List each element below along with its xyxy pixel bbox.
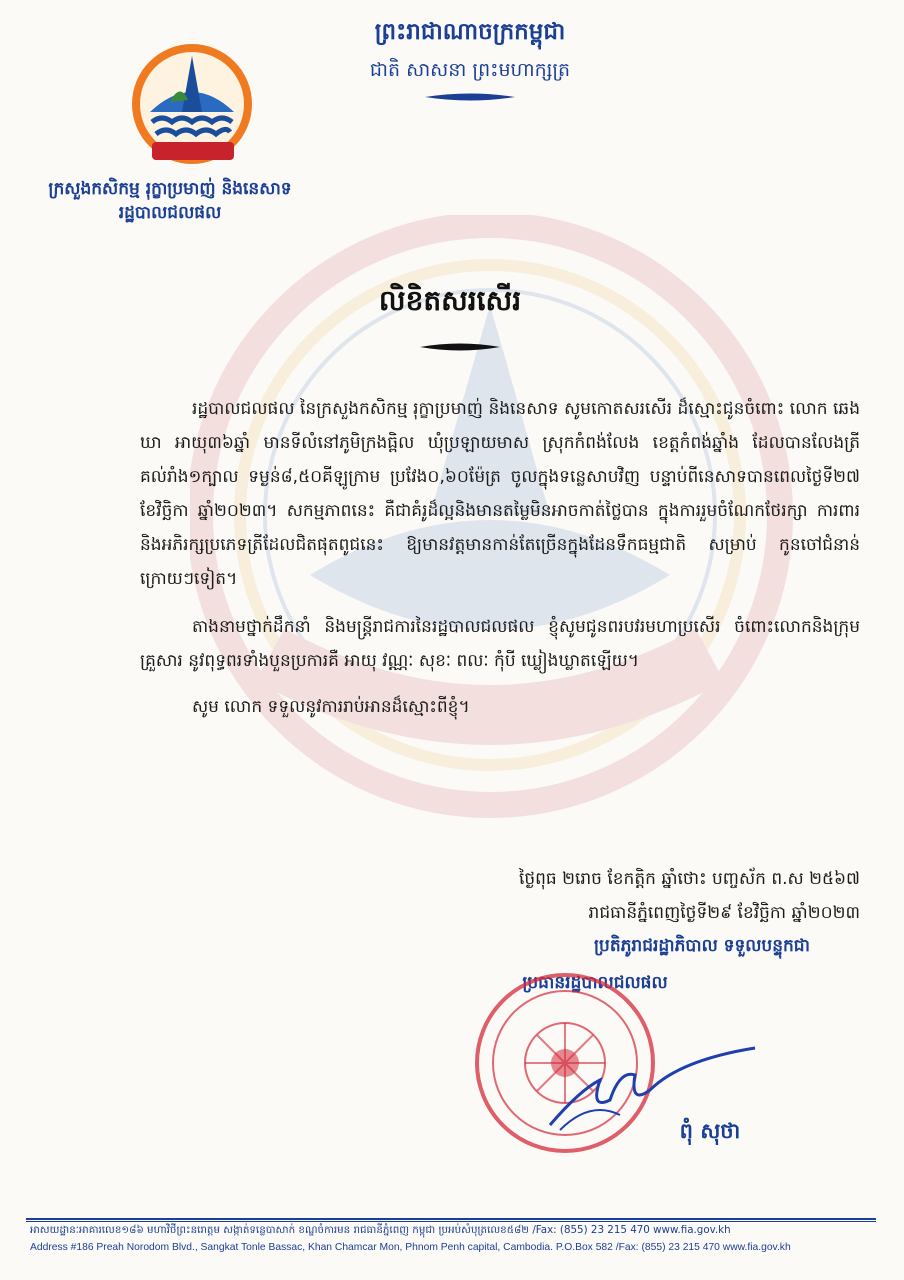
signatory-title-line1: ប្រតិភូរាជរដ្ឋាភិបាល ទទួលបន្ទុកជា	[593, 936, 810, 956]
ministry-logo	[130, 42, 255, 167]
ministry-line1: ក្រសួងកសិកម្ម រុក្ខាប្រមាញ់ និងនេសាទ	[48, 179, 292, 199]
paragraph-blessing: តាងនាមថ្នាក់ដឹកនាំ និងមន្ត្រីរាជការនៃរដ្ឋបាលជលផល ខ្ញុំសូមជូនពរបវរមហាប្រសើរ ចំពោះលោកនិងក្រុមគ្រួសារ នូវពុទ្ធពរទាំងបួនប្រការគឺ អាយុ វណ្ណៈ សុខៈ ពលៈ កុំបី ឃ្លៀងឃ្លាតឡើយ។	[140, 617, 860, 671]
paragraph-commendation: រដ្ឋបាលជលផល នៃក្រសួងកសិកម្ម រុក្ខាប្រមាញ់ និងនេសាទ សូមកោតសរសើរ ដ៏ស្មោះជូនចំពោះ លោក ឆេង ឃា អាយុ៣៦ឆ្នាំ មានទីលំនៅភូមិក្រងធ្ពិល ឃុំប្រឡាយមាស ស្រុកកំពង់លែង ខេត្តកំពង់ឆ្នាំង ដែលបានលែងត្រីគល់រាំង១ក្បាល ទម្ងន់៨,៥០គីឡូក្រាម ប្រវែង០,៦០ម៉ែត្រ ចូលក្នុងទន្លេសាបវិញ បន្ទាប់ពីនេសាទបានពេលថ្ងៃទី២៧ ខែវិច្ឆិកា ឆ្នាំ២០២៣។ សកម្មភាពនេះ គឺជាគំរូដ៏ល្អនិងមានតម្លៃមិនអាចកាត់ថ្លៃបាន ក្នុងការរួមចំណែកថែរក្សា ការពារ និងអភិរក្សប្រភេទត្រីដែលជិតផុតពូជនេះ ឱ្យមានវត្តមានកាន់តែច្រើនក្នុងដែនទឹកធម្មជាតិ សម្រាប់ កូនចៅជំនាន់ក្រោយៗទៀត។	[140, 399, 860, 589]
signer-name: ពុំ សុថា	[679, 1119, 741, 1143]
footer-divider-thin	[26, 1221, 876, 1222]
national-motto: ជាតិ សាសនា ព្រះមហាក្សត្រ	[369, 59, 571, 81]
footer-address-khmer: អាសយដ្ឋានៈអាគារលេខ១៨៦ មហាវិថីព្រះនរោត្តម សង្កាត់ទន្លេបាសាក់ ខណ្ឌចំការមន រាជធានីភ្នំពេញ កម្ពុជា ប្រអប់សំបុត្រលេខ៥៨២ /Fax: (855) 23 215 470 www.fia.gov.kh	[30, 1224, 731, 1236]
ministry-line2: រដ្ឋបាលជលផល	[118, 203, 222, 223]
kingdom-heading: ព្រះរាជាណាចក្រកម្ពុជា	[374, 19, 566, 45]
ornament-divider-title	[420, 340, 500, 354]
letter-body	[140, 392, 860, 724]
ornament-divider-top	[425, 90, 515, 104]
paragraph-closing: សូម លោក ទទួលនូវការរាប់អានដ៏ស្មោះពីខ្ញុំ។	[192, 697, 470, 717]
ministry-name	[30, 177, 310, 225]
solar-date: រាជធានីភ្នំពេញថ្ងៃទី២៩ ខែវិច្ឆិកា ឆ្នាំ២០២៣	[588, 903, 860, 923]
footer-address-english: Address #186 Preah Norodom Blvd., Sangkat Tonle Bassac, Khan Chamcar Mon, Phnom Penh capital, Cambodia. P.O.Box 582 /Fax: (855) 23 215 470 www.fia.gov.kh	[30, 1242, 791, 1253]
footer-divider	[26, 1218, 876, 1220]
letter-title: លិខិតសរសើរ	[378, 284, 522, 317]
lunar-date: ថ្ងៃពុធ ២រោច ខែកត្តិក ឆ្នាំថោះ បញ្ចស័ក ព.ស ២៥៦៧	[518, 869, 860, 889]
signatory-title-line2: ប្រធានរដ្ឋបាលជលផល	[522, 973, 668, 993]
